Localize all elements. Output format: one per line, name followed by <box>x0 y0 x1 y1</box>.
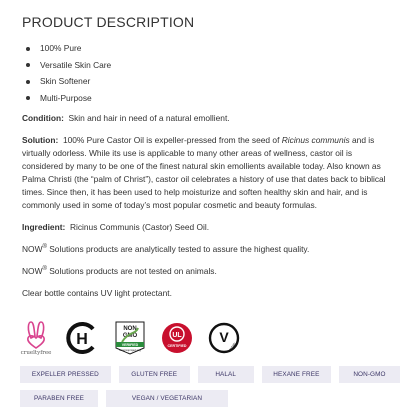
tag-paraben-free[interactable]: PARABEN FREE <box>20 390 98 407</box>
solution-text-a: 100% Pure Castor Oil is expeller-pressed from the seed of <box>62 135 282 145</box>
uv-paragraph: Clear bottle contains UV light protectant. <box>22 288 172 298</box>
vegan-mark: V <box>219 329 229 345</box>
kosher-logo <box>65 321 99 355</box>
tag-row <box>20 390 400 407</box>
ul-certified-logo <box>161 322 193 354</box>
nongmo-band: VERIFIED <box>121 343 139 347</box>
solution-text-b: and is virtually odorless. While its use is applicable to many other areas of wellness, castor oil is considered by many to be one of the finest natural skin emollients available today. Also known as Palma Christi (the “palm of Christ”), castor oil celebrates a history of use that dates back to biblical times. Since then, it has been used to help moisturize and soften healthy skin and hair, and is commonly used in some of today’s most popular cosmetic and beauty formulas. <box>22 135 386 210</box>
solution-species: Ricinus communis <box>281 135 350 145</box>
registered-mark: ® <box>42 266 47 273</box>
registered-mark: ® <box>42 244 47 251</box>
attribute-tags <box>20 366 400 414</box>
tag-row <box>20 366 400 383</box>
feature-item: Versatile Skin Care <box>36 57 394 74</box>
condition-label: Condition: <box>22 113 64 123</box>
bunny-icon <box>24 320 48 350</box>
cruelty-free-logo <box>22 320 50 356</box>
certification-logos <box>22 318 394 358</box>
ul-mark: UL <box>172 332 182 339</box>
feature-item: 100% Pure <box>36 40 394 57</box>
brand-name: NOW <box>22 244 43 254</box>
nongmo-mid: GMO <box>122 333 138 339</box>
tag-non-gmo[interactable]: NON-GMO <box>339 366 400 383</box>
solution-paragraph <box>22 134 394 212</box>
condition-text: Skin and hair in need of a natural emollient. <box>68 113 230 123</box>
tag-expeller-pressed[interactable]: EXPELLER PRESSED <box>20 366 111 383</box>
cruelty-free-text: crueltyfree <box>20 350 52 356</box>
ingredient-paragraph <box>22 221 394 234</box>
animals-text: Solutions products are not tested on animals. <box>46 266 217 276</box>
animals-paragraph <box>22 265 394 278</box>
section-title: PRODUCT DESCRIPTION <box>22 14 195 30</box>
vegan-text: vegan <box>226 341 237 354</box>
tag-hexane-free[interactable]: HEXANE FREE <box>262 366 331 383</box>
condition-paragraph <box>22 112 394 125</box>
feature-item: Multi-Purpose <box>36 90 394 107</box>
tag-gluten-free[interactable]: GLUTEN FREE <box>119 366 190 383</box>
nongmo-bottom: nongmoproject.org <box>119 349 141 352</box>
vegan-logo <box>208 322 240 354</box>
ul-text: CERTIFIED <box>167 344 187 348</box>
tested-paragraph <box>22 243 394 256</box>
solution-label: Solution: <box>22 135 59 145</box>
feature-list <box>22 40 394 106</box>
tag-vegan-vegetarian[interactable]: VEGAN / VEGETARIAN <box>106 390 228 407</box>
kosher-mark: H <box>76 331 88 348</box>
tag-halal[interactable]: HALAL <box>198 366 254 383</box>
brand-name: NOW <box>22 266 43 276</box>
nongmo-top: NON <box>123 326 137 332</box>
tested-text: Solutions products are analytically tested to assure the highest quality. <box>46 244 310 254</box>
feature-item: Skin Softener <box>36 73 394 90</box>
non-gmo-logo <box>114 320 146 356</box>
ingredient-label: Ingredient: <box>22 222 66 232</box>
ingredient-text: Ricinus Communis (Castor) Seed Oil. <box>69 222 210 232</box>
